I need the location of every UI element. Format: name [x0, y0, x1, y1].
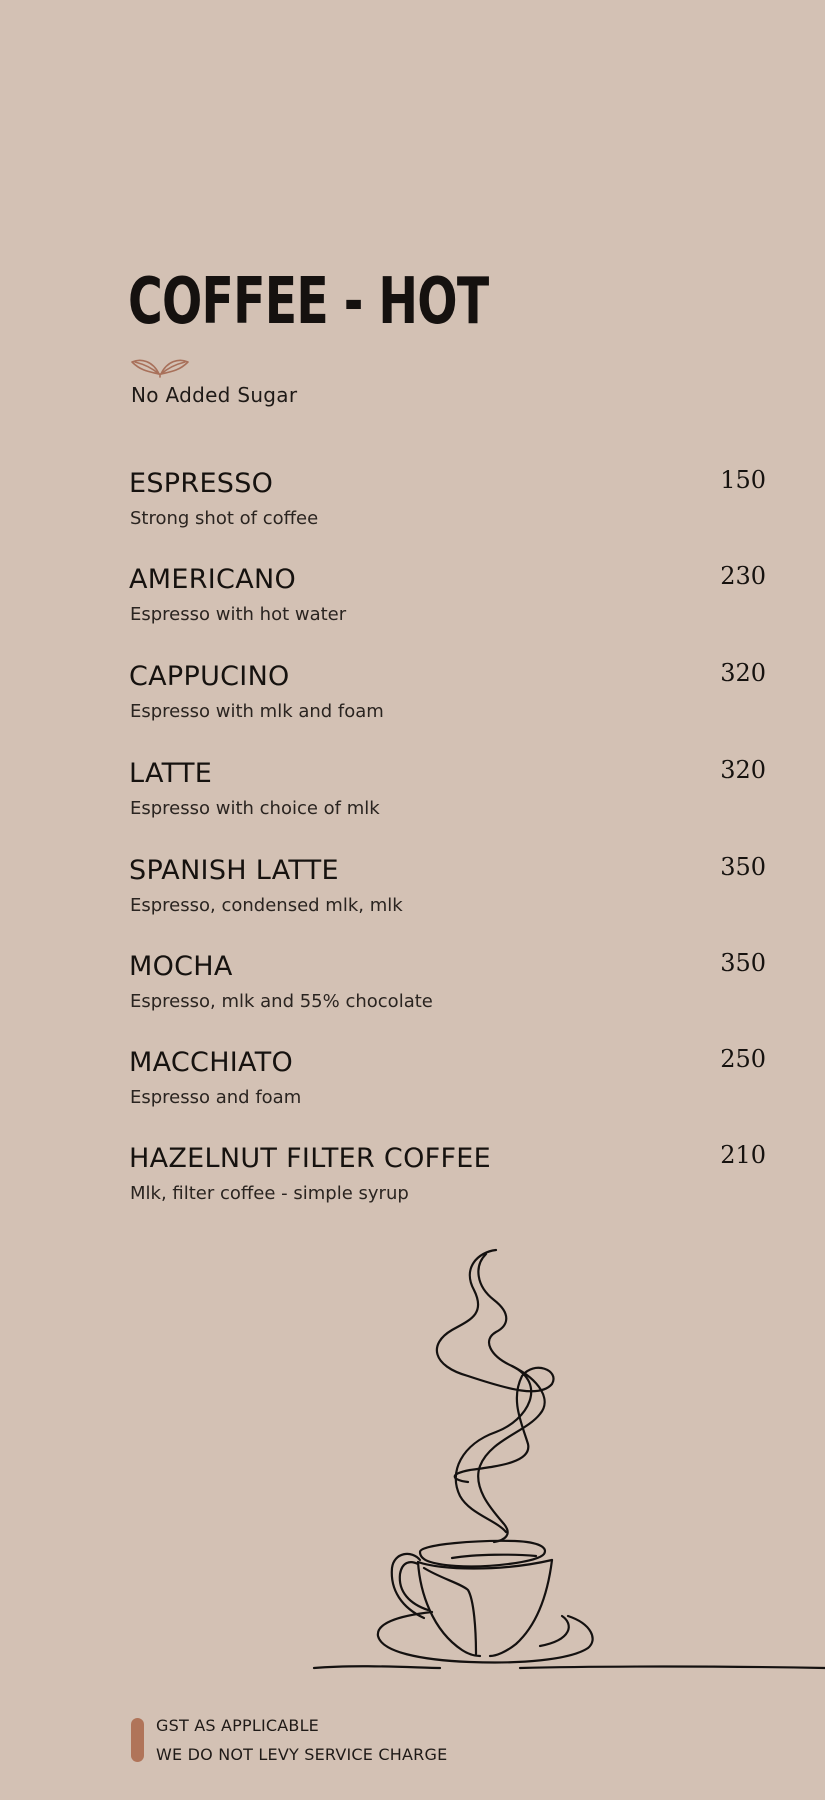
item-price: 320	[720, 756, 766, 784]
menu-subtitle: No Added Sugar	[131, 383, 298, 407]
item-price: 150	[720, 466, 766, 494]
item-description: Espresso, mlk and 55% chocolate	[130, 991, 433, 1012]
item-price: 350	[720, 949, 766, 977]
item-name: ESPRESSO	[129, 468, 274, 499]
item-price: 320	[720, 659, 766, 687]
item-description: Espresso with mlk and foam	[130, 701, 384, 722]
item-name: LATTE	[129, 758, 213, 789]
footer-gst-note: GST AS APPLICABLE	[156, 1716, 319, 1735]
item-name: CAPPUCINO	[129, 661, 290, 692]
item-price: 210	[720, 1141, 766, 1169]
item-description: Espresso and foam	[130, 1087, 302, 1108]
item-description: Espresso, condensed mlk, mlk	[130, 895, 403, 916]
item-price: 350	[720, 853, 766, 881]
item-name: HAZELNUT FILTER COFFEE	[129, 1143, 492, 1174]
menu-item	[129, 661, 769, 741]
menu-item	[129, 1047, 769, 1127]
menu-item	[129, 758, 769, 838]
item-description: Espresso with hot water	[130, 604, 347, 625]
footer-service-charge-note: WE DO NOT LEVY SERVICE CHARGE	[156, 1745, 448, 1764]
menu-item	[129, 564, 769, 644]
coffee-cup-illustration	[0, 1240, 825, 1680]
footer-accent-bar	[131, 1718, 144, 1762]
item-description: Espresso with choice of mlk	[130, 798, 380, 819]
menu-item	[129, 1143, 769, 1223]
menu-title: COFFEE - HOT	[128, 265, 489, 339]
item-name: MOCHA	[129, 951, 233, 982]
menu-item	[129, 468, 769, 548]
item-name: MACCHIATO	[129, 1047, 294, 1078]
menu-item	[129, 855, 769, 935]
item-name: AMERICANO	[129, 564, 297, 595]
item-price: 250	[720, 1045, 766, 1073]
item-description: Mlk, filter coffee - simple syrup	[130, 1183, 409, 1204]
item-description: Strong shot of coffee	[130, 508, 319, 529]
item-price: 230	[720, 562, 766, 590]
coffee-leaves-icon	[128, 350, 192, 378]
item-name: SPANISH LATTE	[129, 855, 339, 886]
menu-item	[129, 951, 769, 1031]
